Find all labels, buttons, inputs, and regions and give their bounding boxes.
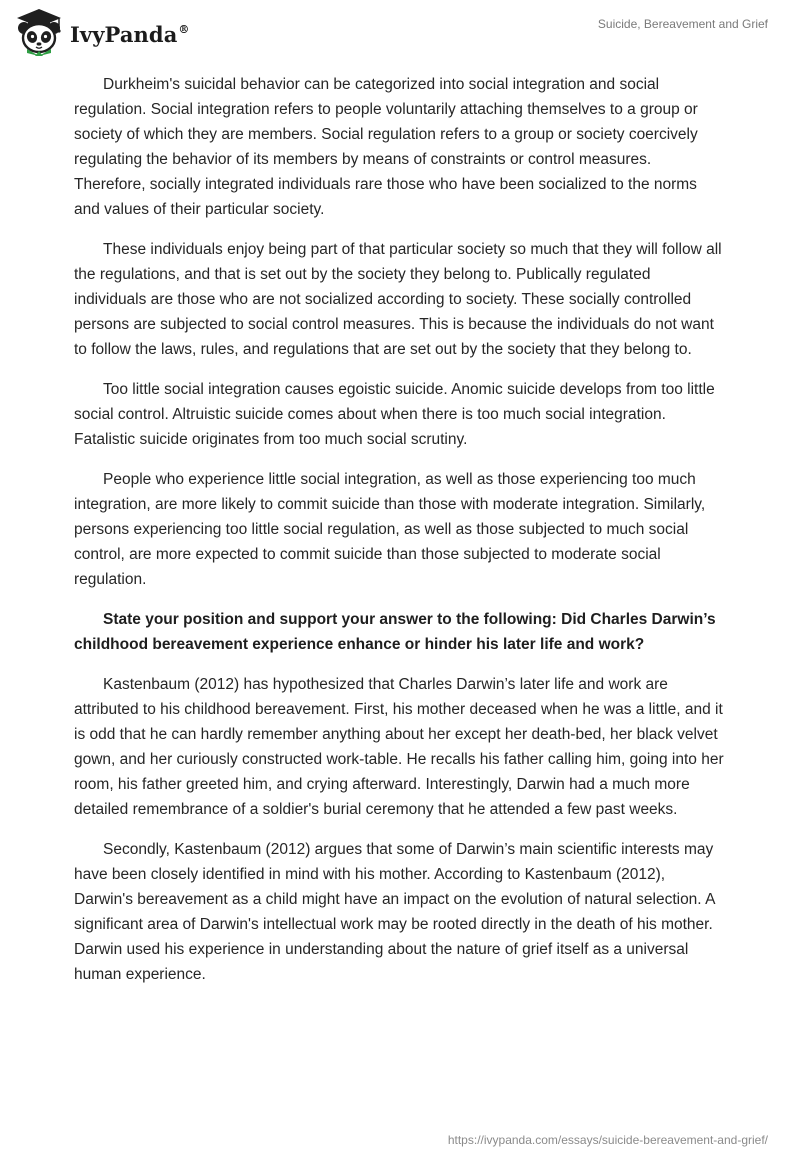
page-header [0,0,800,70]
question-heading: State your position and support your answer to the following: Did Charles Darwin’s childhood bereavement experience enhance or hinder his later life and work? [74,611,716,653]
source-url-link[interactable]: https://ivypanda.com/essays/suicide-bereavement-and-grief/ [447,1133,768,1147]
paragraph: Secondly, Kastenbaum (2012) argues that some of Darwin’s main scientific interests may have been closely identified in mind with his mother. According to Kastenbaum (2012), Darwin's bereavement as a child might have an impact on the evolution of natural selection. A significant area of Darwin's intellectual work may be rooted directly in the death of his mother. Darwin used his experience in understanding about the nature of grief itself as a universal human experience. [74,841,715,983]
paragraph: These individuals enjoy being part of that particular society so much that they will follow all the regulations, and that is set out by the society they belong to. Publically regulated individuals are those who are not socialized according to society. These socially controlled persons are subjected to social control measures. This is because the individuals do not want to follow the laws, rules, and regulations that are set out by the society that they belong to. [74,241,722,358]
paragraph: Kastenbaum (2012) has hypothesized that Charles Darwin’s later life and work are attributed to his childhood bereavement. First, his mother deceased when he was a little, and it is odd that he can hardly remember anything about her except her death-bed, her black velvet gown, and her curiously constructed work-table. He recalls his father calling him, going into her room, his father greeted him, and crying afterward. Interestingly, Darwin had a much more detailed remembrance of a soldier's burial ceremony that he attended a few past weeks. [74,676,724,818]
paragraph: Too little social integration causes egoistic suicide. Anomic suicide develops from too little social control. Altruistic suicide comes about when there is too much social integration. Fatalistic suicide originates from too much social scrutiny. [74,381,715,448]
essay-body [74,72,724,1002]
brand-name: IvyPanda® [70,21,190,47]
paragraph: People who experience little social integration, as well as those experiencing too much integration, are more likely to commit suicide than those with moderate integration. Similarly, persons experiencing too little social regulation, as well as those subjected to much social control, are more expected to commit suicide than those subjected to moderate social regulation. [74,471,706,588]
panda-graduate-icon [14,6,64,56]
brand-logo[interactable] [14,6,190,56]
document-title: Suicide, Bereavement and Grief [597,17,768,31]
paragraph: Durkheim's suicidal behavior can be categorized into social integration and social regulation. Social integration refers to people voluntarily attaching themselves to a group or society of which they are members. Social regulation refers to a group or society coercively regulating the behavior of its members by means of constraints or control measures. Therefore, socially integrated individuals rare those who have been socialized to the norms and values of their particular society. [74,76,698,218]
